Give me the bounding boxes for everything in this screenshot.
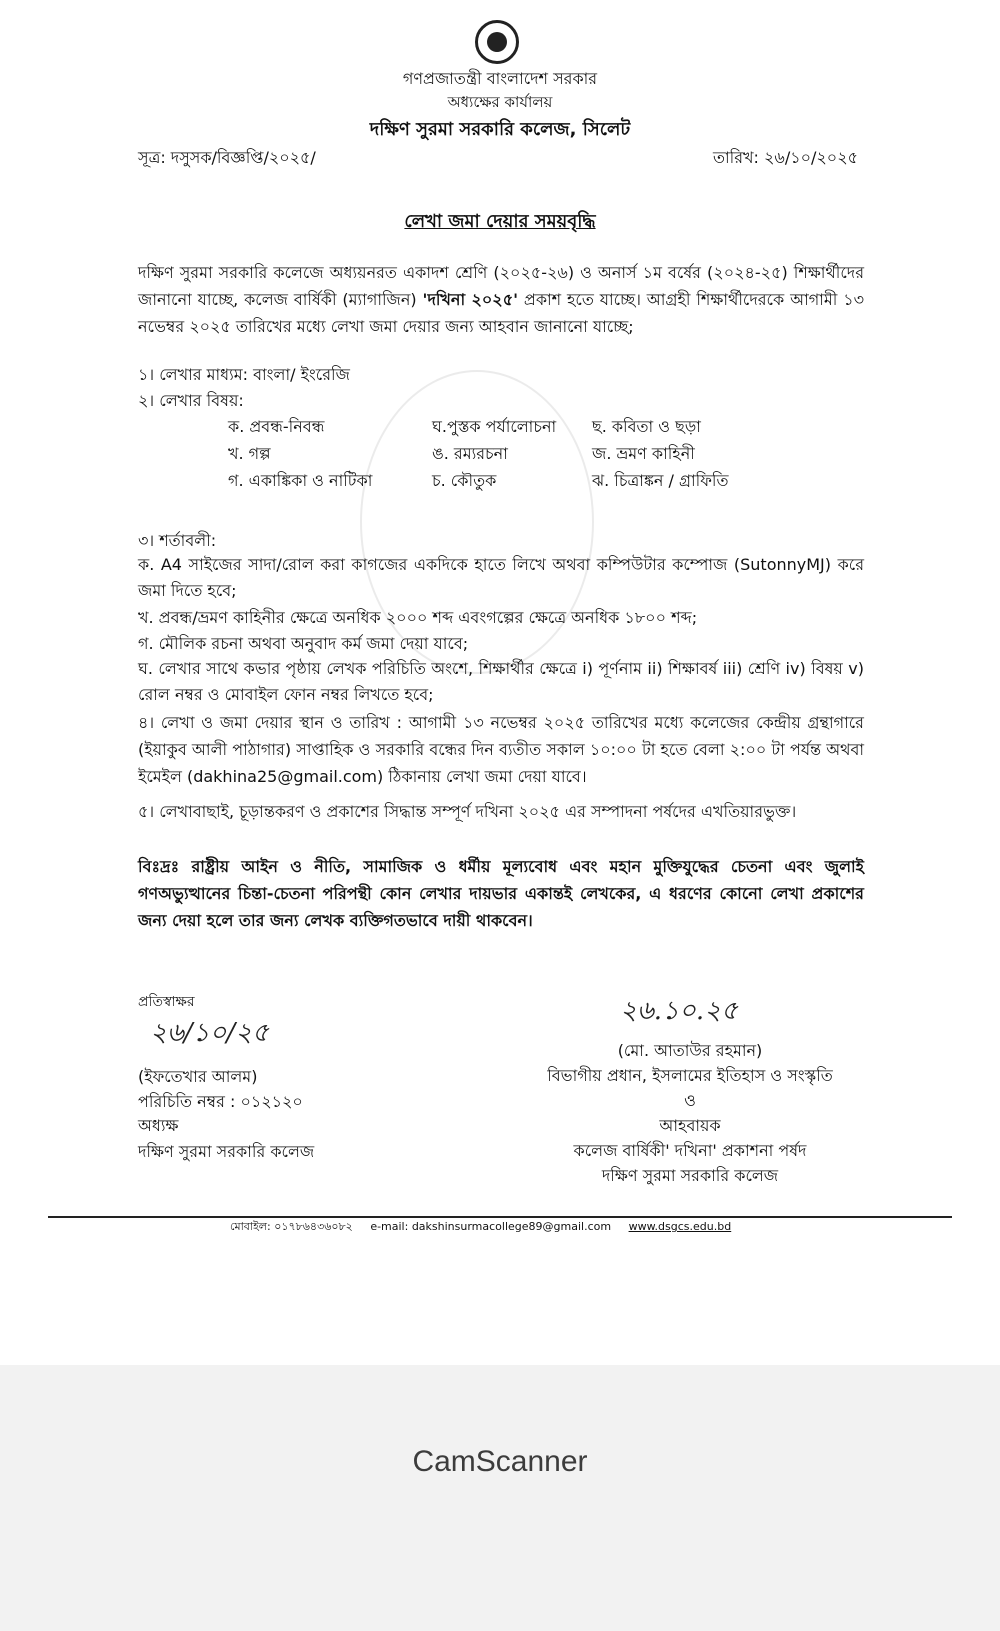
magazine-name: 'দখিনা ২০২৫'	[422, 290, 518, 309]
item-topics: ২। লেখার বিষয়:	[138, 391, 244, 410]
footer-mobile: মোবাইল: ০১৭৮৬৪৩৬০৮২	[230, 1220, 353, 1233]
footer-email: e-mail: dakshinsurmacollege89@gmail.com	[370, 1220, 612, 1233]
principal-org: দক্ষিণ সুরমা সরকারি কলেজ	[138, 1142, 315, 1161]
topic: গ. একাঙ্কিকা ও নাটিকা	[228, 471, 373, 490]
convener-role: আহবায়ক	[659, 1116, 721, 1135]
item-medium: ১। লেখার মাধ্যম: বাংলা/ ইংরেজি	[138, 365, 350, 384]
principal-designation: অধ্যক্ষ	[138, 1116, 179, 1135]
topic: চ. কৌতুক	[432, 471, 497, 490]
intro-text: দক্ষিণ সুরমা সরকারি কলেজে অধ্যয়নরত একাদশ শ্রেণি (২০২৫-২৬) ও অনার্স ১ম বর্ষের (২০২৪-২৫) শিক্ষার্থীদের জানানো যাচ্ছে, কলেজ বার্ষিকী (ম্যাগাজিন)	[138, 263, 864, 309]
principal-signature: ২৬/১০/২৫	[150, 1018, 269, 1048]
convener-signature: ২৬.১০.২৫	[620, 996, 738, 1026]
header-government: গণপ্রজাতন্ত্রী বাংলাদেশ সরকার	[402, 69, 598, 88]
notice-date: তারিখ: ২৬/১০/২০২৫	[713, 148, 858, 167]
topic: জ. ভ্রমণ কাহিনী	[592, 444, 695, 463]
publication-committee: কলেজ বার্ষিকী' দখিনা' প্রকাশনা পর্ষদ	[573, 1141, 807, 1160]
camscanner-watermark: CamScanner	[412, 1445, 588, 1478]
topic: ঝ. চিত্রাঙ্কন / গ্রাফিতি	[592, 471, 729, 490]
countersign-label: প্রতিস্বাক্ষর	[138, 994, 195, 1010]
topic: ক. প্রবন্ধ-নিবন্ধ	[228, 417, 325, 436]
topic: ছ. কবিতা ও ছড়া	[592, 417, 701, 436]
reference-number: সূত্র: দসুসক/বিজ্ঞপ্তি/২০২৫/	[138, 148, 316, 167]
government-emblem	[475, 20, 519, 64]
notice-title: লেখা জমা দেয়ার সময়বৃদ্ধি	[404, 211, 596, 232]
condition-gha: ঘ. লেখার সাথে কভার পৃষ্ঠায় লেখক পরিচিতি অংশে, শিক্ষার্থীর ক্ষেত্রে i) পূর্ণনাম ii) শিক্ষাবর্ষ iii) শ্রেণি iv) বিষয় v) রোল নম্বর ও মোবাইল ফোন নম্বর লিখতে হবে;	[138, 659, 864, 704]
convener-name: (মো. আতাউর রহমান)	[617, 1041, 763, 1060]
convener-block	[500, 1038, 880, 1188]
conjunction: ও	[684, 1091, 696, 1110]
footer-website: www.dsgcs.edu.bd	[628, 1220, 732, 1233]
item-decision: ৫। লেখাবাছাই, চূড়ান্তকরণ ও প্রকাশের সিদ্ধান্ত সম্পূর্ণ দখিনা ২০২৫ এর সম্পাদনা পর্ষদের এখতিয়ারভুক্ত।	[138, 802, 797, 821]
condition-ka: ক. A4 সাইজের সাদা/রোল করা কাগজের একদিকে হাতে লিখে অথবা কম্পিউটার কম্পোজ (SutonnyMJ) করে জমা দিতে হবে;	[138, 555, 864, 600]
condition-ga: গ. মৌলিক রচনা অথবা অনুবাদ কর্ম জমা দেয়া যাবে;	[138, 634, 469, 653]
topic: খ. গল্প	[228, 444, 271, 463]
item-conditions: ৩। শর্তাবলী:	[138, 531, 217, 550]
principal-id: পরিচিতি নম্বর : ০১২১২০	[138, 1092, 303, 1111]
disclaimer-note: বিঃদ্রঃ রাষ্ট্রীয় আইন ও নীতি, সামাজিক ও ধর্মীয় মূল্যবোধ এবং মহান মুক্তিযুদ্ধের চেতনা এবং জুলাই গণঅভ্যুত্থানের চিন্তা-চেতনা পরিপন্থী কোন লেখার দায়ভার একান্তই লেখকের, এ ধরণের কোনো লেখা প্রকাশের জন্য দেয়া হলে তার জন্য লেখক ব্যক্তিগতভাবে দায়ী থাকবেন।	[138, 857, 864, 930]
convener-designation: বিভাগীয় প্রধান, ইসলামের ইতিহাস ও সংস্কৃতি	[547, 1066, 833, 1085]
intro-text-end: প্রকাশ হতে যাচ্ছে। আগ্রহী শিক্ষার্থীদেরকে আগামী ১৩ নভেম্বর ২০২৫ তারিখের মধ্যে লেখা জমা দেয়ার জন্য আহবান জানানো যাচ্ছে;	[138, 290, 864, 336]
condition-kha: খ. প্রবন্ধ/ভ্রমণ কাহিনীর ক্ষেত্রে অনধিক ২০০০ শব্দ এবংগল্পের ক্ষেত্রে অনধিক ১৮০০ শব্দ;	[138, 608, 698, 627]
convener-org: দক্ষিণ সুরমা সরকারি কলেজ	[601, 1166, 779, 1185]
footer-contact	[230, 1218, 745, 1237]
header-office: অধ্যক্ষের কার্যালয়	[447, 93, 553, 111]
header-college: দক্ষিণ সুরমা সরকারি কলেজ, সিলেট	[369, 119, 631, 140]
item-submission: ৪। লেখা ও জমা দেয়ার স্থান ও তারিখ : আগামী ১৩ নভেম্বর ২০২৫ তারিখের মধ্যে কলেজের কেন্দ্রীয় গ্রন্থাগারে (ইয়াকুব আলী পাঠাগার) সাপ্তাহিক ও সরকারি বন্ধের দিন ব্যতীত সকাল ১০:০০ টা হতে বেলা ২:০০ টা পর্যন্ত অথবা ইমেইল (dakhina25@gmail.com) ঠিকানায় লেখা জমা দেয়া যাবে।	[138, 713, 864, 786]
intro-paragraph	[138, 259, 864, 340]
topic: ঙ. রম্যরচনা	[432, 444, 508, 463]
scanner-watermark-band	[0, 1365, 1000, 1631]
principal-name: (ইফতেখার আলম)	[138, 1067, 258, 1086]
topic: ঘ.পুস্তক পর্যালোচনা	[432, 417, 557, 436]
